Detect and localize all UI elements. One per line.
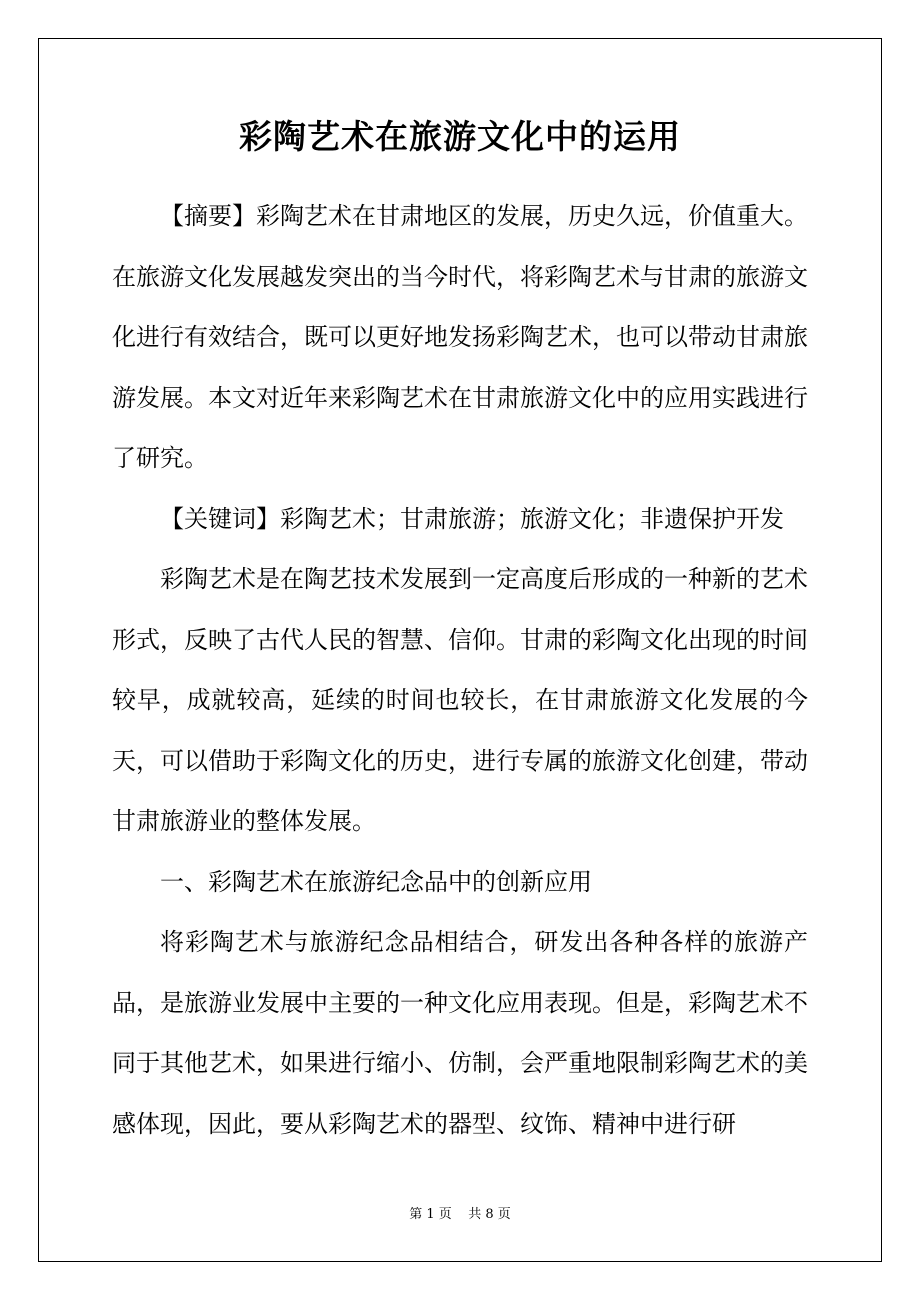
intro-paragraph: 彩陶艺术是在陶艺技术发展到一定高度后形成的一种新的艺术形式，反映了古代人民的智慧、信仰。甘肃的彩陶文化出现的时间较早，成就较高，延续的时间也较长，在甘肃旅游文化发展的今天，可以借助于彩陶文化的历史，进行专属的旅游文化创建，带动甘肃旅游业的整体发展。 bbox=[112, 565, 808, 835]
page-number: 第 1 页 bbox=[409, 1207, 452, 1222]
page-footer bbox=[0, 1205, 920, 1225]
section-heading: 一、彩陶艺术在旅游纪念品中的创新应用 bbox=[160, 867, 592, 896]
page-total: 共 8 页 bbox=[468, 1207, 511, 1222]
abstract-paragraph: 【摘要】彩陶艺术在甘肃地区的发展，历史久远，价值重大。在旅游文化发展越发突出的当今时代，将彩陶艺术与甘肃的旅游文化进行有效结合，既可以更好地发扬彩陶艺术，也可以带动甘肃旅游发展。本文对近年来彩陶艺术在甘肃旅游文化中的应用实践进行了研究。 bbox=[112, 202, 808, 472]
document-title: 彩陶艺术在旅游文化中的运用 bbox=[239, 117, 681, 156]
section-paragraph: 将彩陶艺术与旅游纪念品相结合，研发出各种各样的旅游产品，是旅游业发展中主要的一种文化应用表现。但是，彩陶艺术不同于其他艺术，如果进行缩小、仿制，会严重地限制彩陶艺术的美感体现，因此，要从彩陶艺术的器型、纹饰、精神中进行研 bbox=[112, 928, 808, 1138]
keywords-paragraph: 【关键词】彩陶艺术；甘肃旅游；旅游文化；非遗保护开发 bbox=[160, 504, 784, 533]
document-body bbox=[112, 186, 808, 1154]
